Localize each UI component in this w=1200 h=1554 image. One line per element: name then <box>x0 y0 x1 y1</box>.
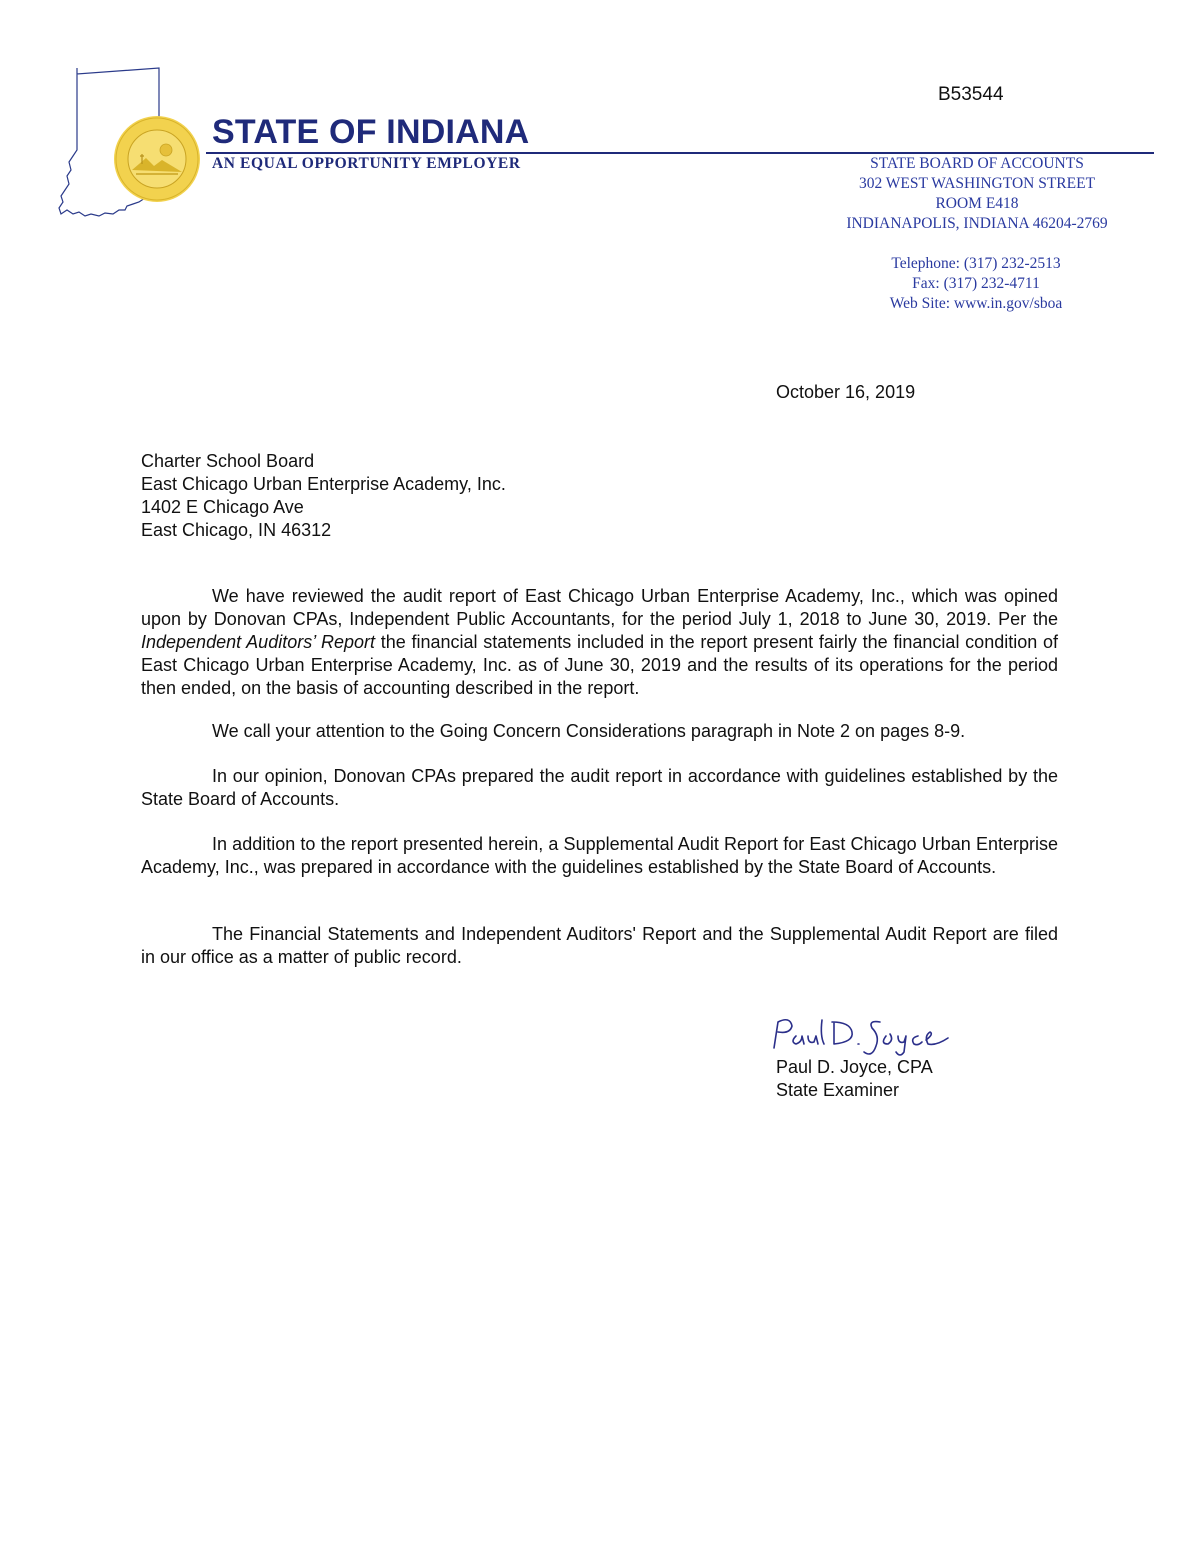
body-paragraph <box>141 833 1058 879</box>
letterhead-tagline: AN EQUAL OPPORTUNITY EMPLOYER <box>212 155 521 172</box>
handwritten-signature <box>768 1012 958 1060</box>
letter-date: October 16, 2019 <box>776 382 916 402</box>
signature-block <box>776 1056 933 1102</box>
paragraph-text: We call your attention to the Going Concern Considerations paragraph in Note 2 on pages 8-9. <box>212 721 966 741</box>
letterhead-title: STATE OF INDIANA <box>212 113 530 151</box>
state-seal-icon <box>112 114 202 204</box>
paragraph-text: The Financial Statements and Independent Auditors' Report and the Supplemental Audit Report are filed in our office as a matter of public record. <box>141 924 1058 967</box>
address-line: INDIANAPOLIS, INDIANA 46204-2769 <box>846 215 1108 232</box>
address-line: 302 WEST WASHINGTON STREET <box>858 175 1096 192</box>
body-paragraph <box>141 923 1058 969</box>
recipient-line: 1402 E Chicago Ave <box>141 497 304 517</box>
body-paragraph <box>141 765 1058 811</box>
body-paragraph <box>141 585 1058 700</box>
recipient-line: East Chicago Urban Enterprise Academy, Inc. <box>141 474 506 494</box>
recipient-line: Charter School Board <box>141 451 315 471</box>
office-contact <box>840 254 1112 314</box>
recipient-address <box>141 450 506 542</box>
address-line: ROOM E418 <box>935 195 1019 212</box>
fax-line: Fax: (317) 232-4711 <box>912 275 1040 292</box>
signer-title: State Examiner <box>776 1080 900 1100</box>
paragraph-text: We have reviewed the audit report of East Chicago Urban Enterprise Academy, Inc., which was opined upon by Donovan CPAs, Independent Public Accountants, for the period July 1, 2018 to June 30, 2019. Per the <box>141 586 1058 629</box>
paragraph-text: the financial statements included in the report present fairly the financial condition of East Chicago Urban Enterprise Academy, Inc. as of June 30, 2019 and the results of its operations for the period then ended, on the basis of accounting described in the report. <box>141 632 1058 698</box>
paragraph-text: In our opinion, Donovan CPAs prepared the audit report in accordance with guidelines established by the State Board of Accounts. <box>141 766 1058 809</box>
paragraph-text: In addition to the report presented herein, a Supplemental Audit Report for East Chicago Urban Enterprise Academy, Inc., was prepared in accordance with the guidelines established by the State Board of Accounts. <box>141 834 1058 877</box>
website-line: Web Site: www.in.gov/sboa <box>889 295 1063 312</box>
document-id: B53544 <box>938 84 1004 105</box>
body-paragraph <box>141 720 1058 743</box>
signer-name: Paul D. Joyce, CPA <box>776 1057 933 1077</box>
report-title-italic: Independent Auditors’ Report <box>141 632 375 652</box>
telephone-line: Telephone: (317) 232-2513 <box>891 255 1061 272</box>
office-address <box>818 154 1136 234</box>
recipient-line: East Chicago, IN 46312 <box>141 520 332 540</box>
address-line: STATE BOARD OF ACCOUNTS <box>870 155 1084 172</box>
